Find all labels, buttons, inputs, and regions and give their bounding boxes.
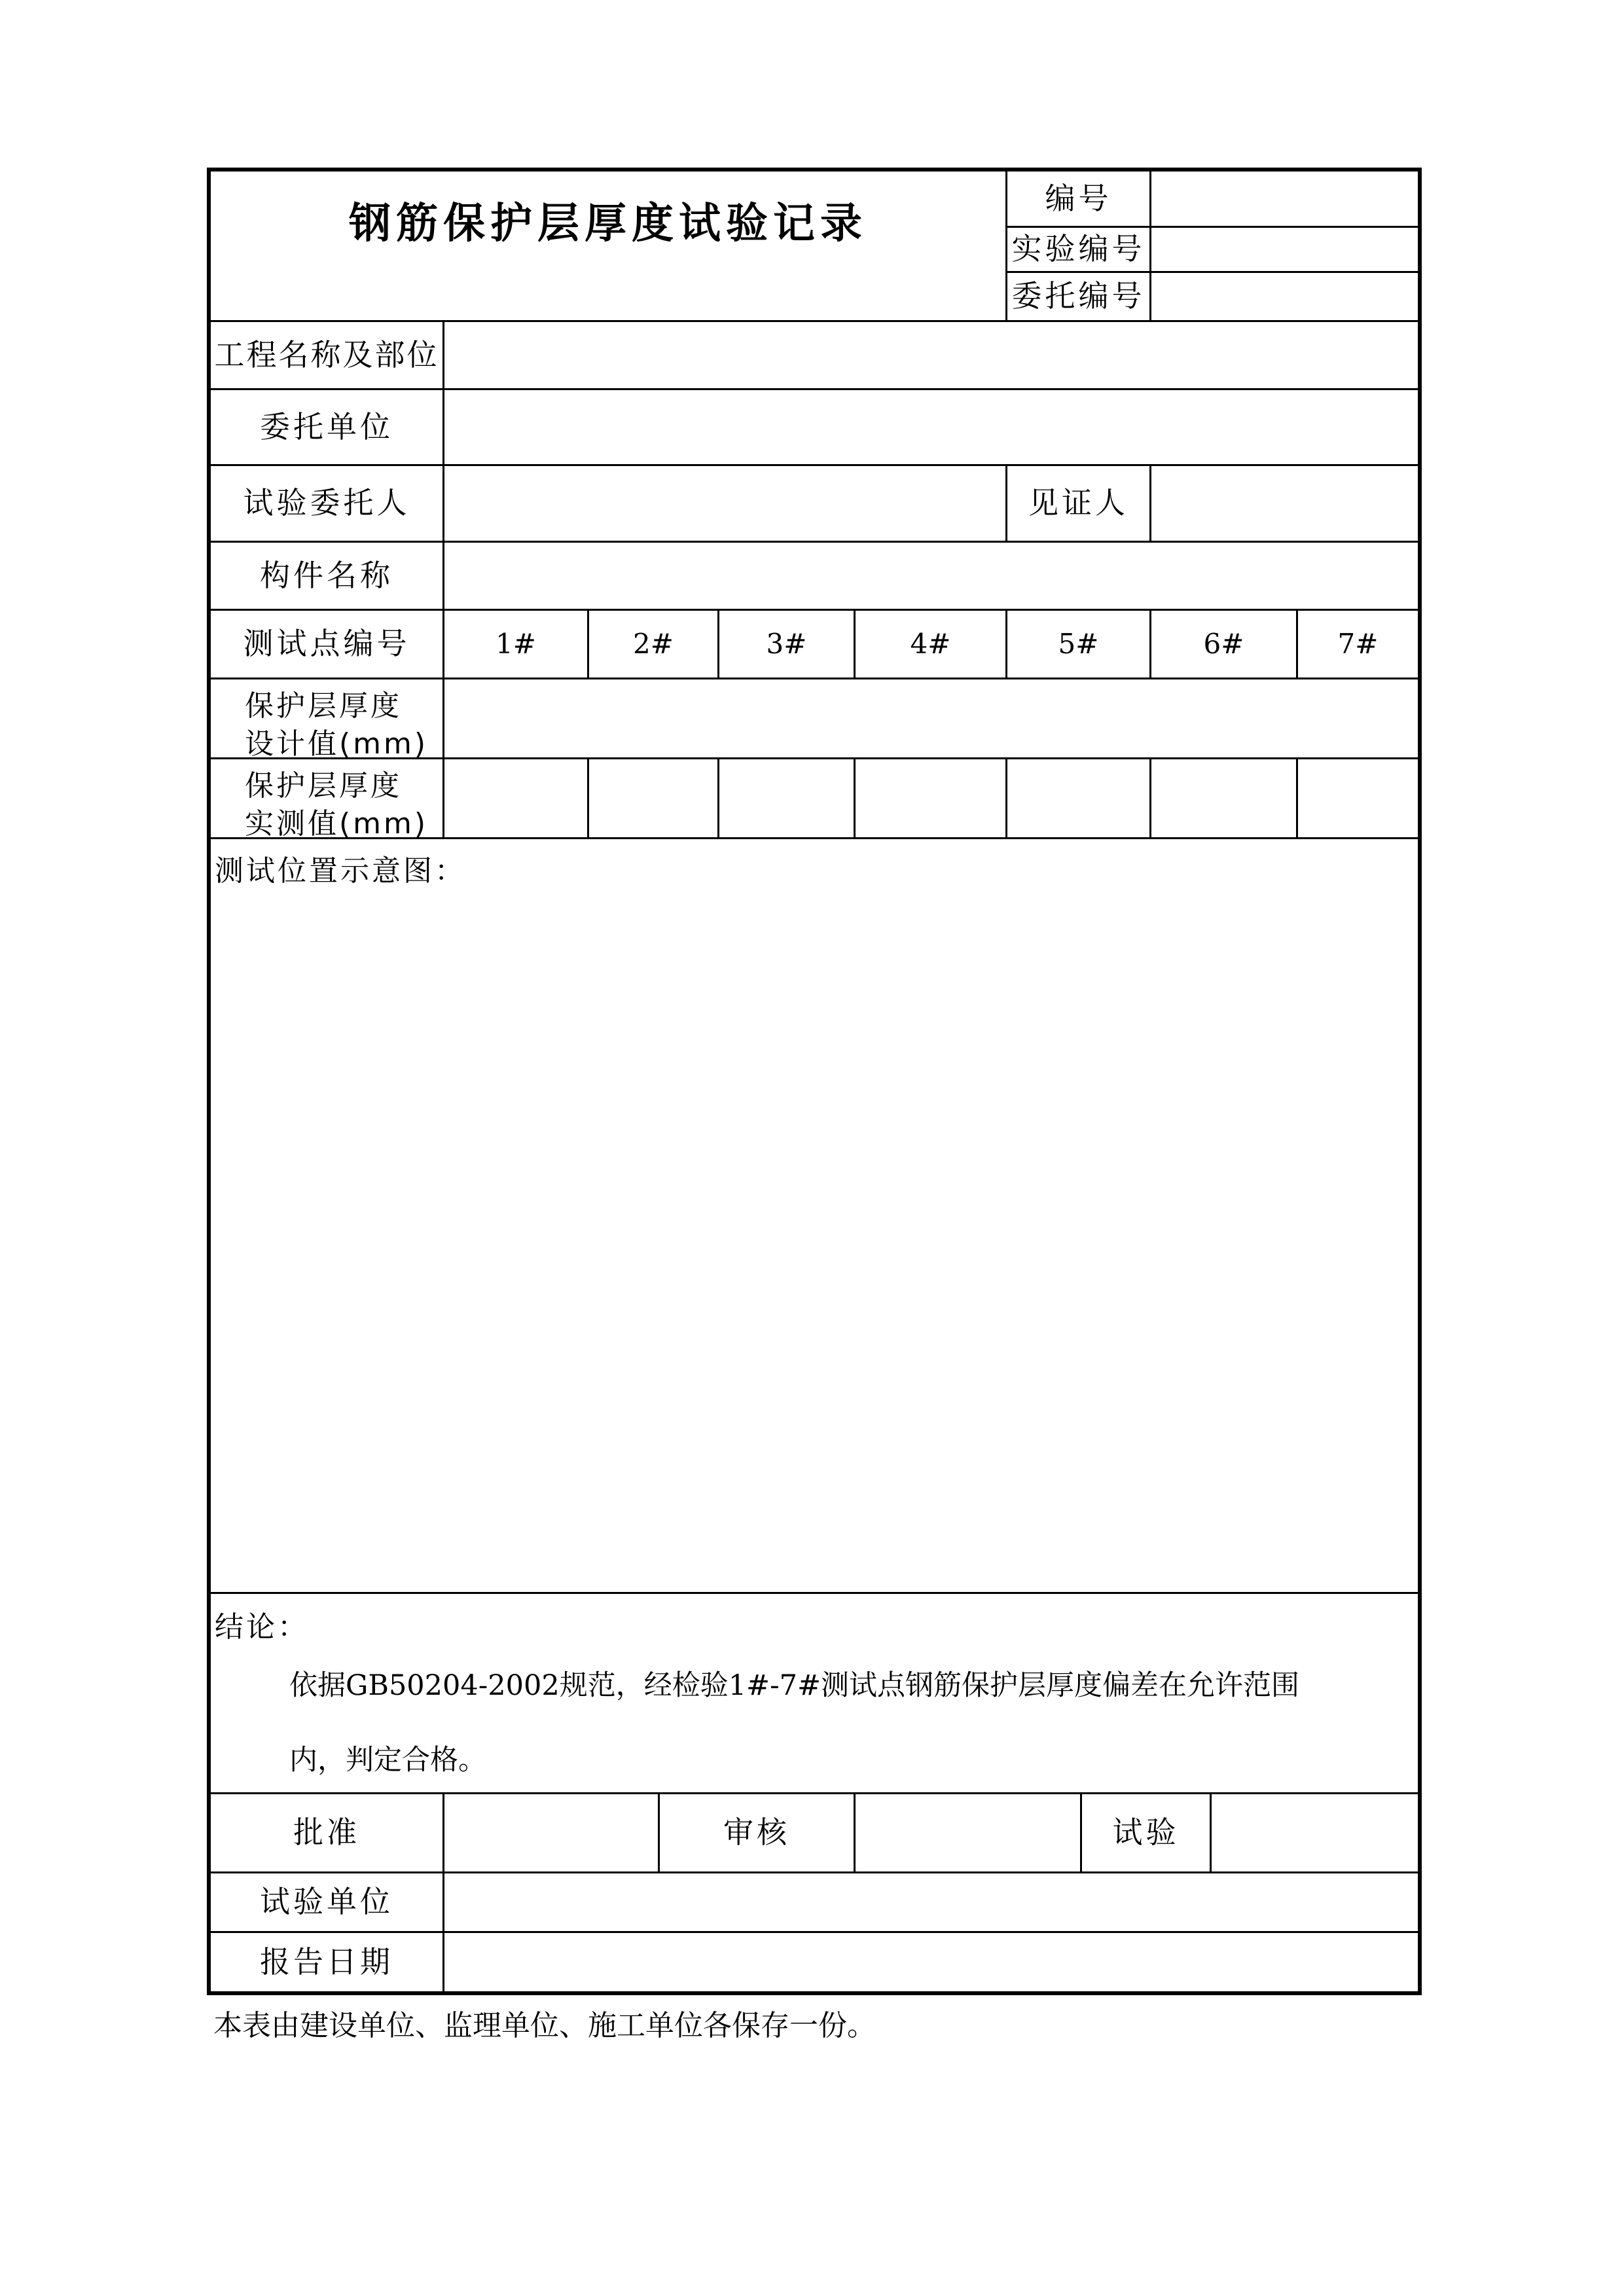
design-label-line1: 保护层厚度 xyxy=(245,689,402,723)
entrust-number-label: 委托编号 xyxy=(1011,278,1146,314)
number-field[interactable] xyxy=(1151,172,1418,226)
test-unit-field[interactable] xyxy=(444,1873,1418,1931)
witness-field[interactable] xyxy=(1151,466,1418,541)
measured-value-cell[interactable] xyxy=(1151,759,1296,837)
diagram-area[interactable] xyxy=(211,839,1418,1592)
entrust-person-label: 试验委托人 xyxy=(243,485,410,521)
conclusion-line2: 内，判定合格。 xyxy=(289,1744,486,1777)
measured-value-cell[interactable] xyxy=(1298,759,1418,837)
measured-value-cell[interactable] xyxy=(444,759,587,837)
measured-label-line2: 实测值(mm) xyxy=(245,807,429,840)
review-field[interactable] xyxy=(856,1794,1080,1871)
design-value-field[interactable] xyxy=(444,679,1418,757)
conclusion-line1: 依据GB50204-2002规范，经检验1#-7#测试点钢筋保护层厚度偏差在允许范围 xyxy=(289,1669,1300,1702)
entrust-unit-field[interactable] xyxy=(444,390,1418,464)
design-label-line2: 设计值(mm) xyxy=(245,727,429,761)
member-label: 构件名称 xyxy=(260,557,393,593)
member-field[interactable] xyxy=(444,543,1418,609)
report-date-label: 报告日期 xyxy=(260,1943,393,1979)
test-point-cell: 5# xyxy=(1058,627,1099,660)
review-label: 审核 xyxy=(723,1815,790,1851)
measured-value-cell[interactable] xyxy=(856,759,1005,837)
test-sign-label: 试验 xyxy=(1112,1815,1180,1851)
test-point-cell: 6# xyxy=(1203,627,1244,660)
approve-label: 批准 xyxy=(293,1815,360,1851)
report-date-field[interactable] xyxy=(444,1933,1418,1991)
entrust-unit-label: 委托单位 xyxy=(260,408,393,444)
project-field[interactable] xyxy=(444,322,1418,388)
test-point-cell: 4# xyxy=(910,627,951,660)
diagram-label: 测试位置示意图： xyxy=(215,854,466,888)
design-value-label xyxy=(211,679,442,761)
measured-value-label xyxy=(211,759,442,840)
test-point-cell: 7# xyxy=(1337,627,1379,660)
measured-value-cell[interactable] xyxy=(589,759,717,837)
conclusion-area xyxy=(211,1594,1418,1792)
lab-number-label: 实验编号 xyxy=(1011,231,1146,267)
measured-value-cell[interactable] xyxy=(719,759,854,837)
project-label: 工程名称及部位 xyxy=(214,336,439,372)
test-unit-label: 试验单位 xyxy=(260,1884,393,1920)
conclusion-label: 结论： xyxy=(215,1610,309,1644)
measured-value-cell[interactable] xyxy=(1007,759,1149,837)
test-point-cell: 2# xyxy=(633,627,674,660)
entrust-number-field[interactable] xyxy=(1151,273,1418,320)
lab-number-field[interactable] xyxy=(1151,228,1418,271)
number-label: 编号 xyxy=(1045,180,1112,216)
entrust-person-field[interactable] xyxy=(444,466,1005,541)
approve-field[interactable] xyxy=(444,1794,658,1871)
footnote: 本表由建设单位、监理单位、施工单位各保存一份。 xyxy=(213,2009,876,2042)
test-point-cell: 1# xyxy=(496,627,536,660)
measured-label-line1: 保护层厚度 xyxy=(245,769,402,803)
test-point-cell: 3# xyxy=(766,627,807,660)
test-sign-field[interactable] xyxy=(1212,1794,1418,1871)
form-title: 钢筋保护层厚度试验记录 xyxy=(349,200,867,248)
test-point-label: 测试点编号 xyxy=(243,626,410,662)
witness-label: 见证人 xyxy=(1028,485,1128,521)
